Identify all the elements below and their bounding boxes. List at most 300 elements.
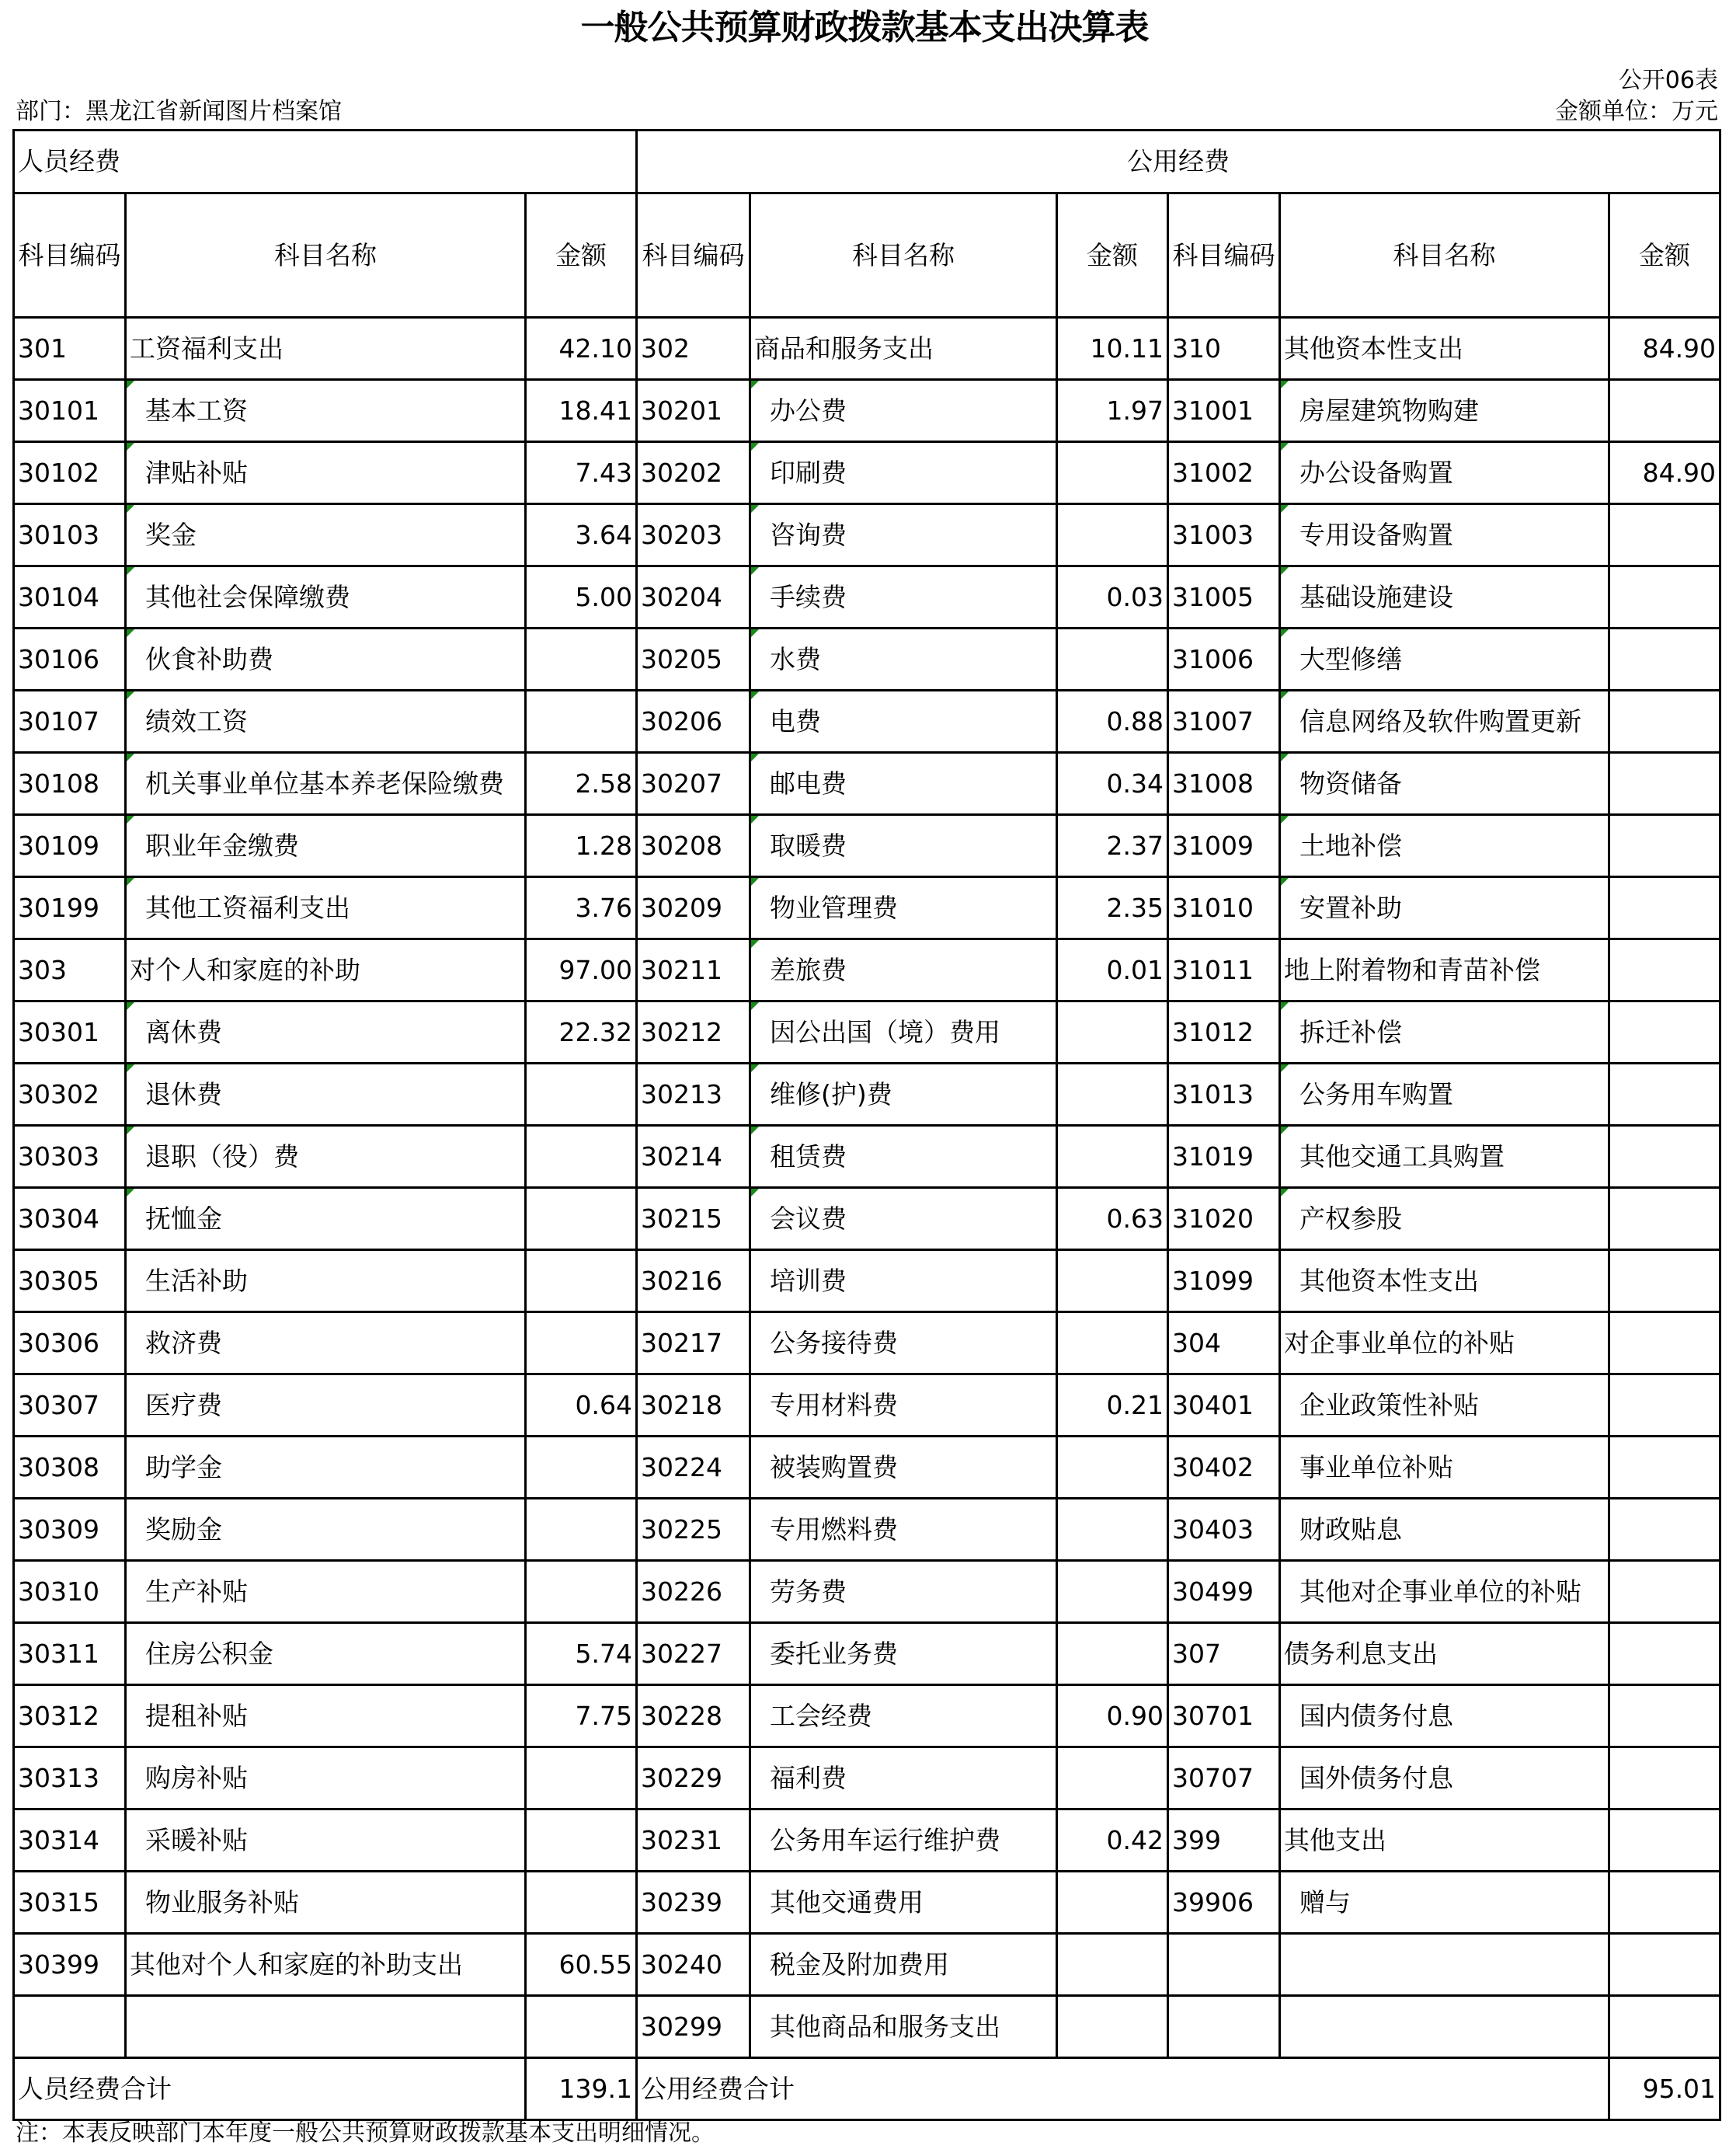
cell-amount: 2.58 — [526, 753, 637, 815]
cell-code — [14, 1996, 126, 2058]
cell-amount — [1609, 1747, 1720, 1809]
cell-code: 30224 — [637, 1437, 750, 1499]
cell-name: 电费 — [750, 691, 1057, 753]
cell-code: 30304 — [14, 1188, 126, 1250]
table-row — [14, 1250, 1720, 1312]
cell-amount — [1609, 1374, 1720, 1437]
cell-code: 30201 — [637, 380, 750, 442]
cell-name — [126, 1996, 526, 2058]
cell-amount — [1057, 1872, 1168, 1934]
cell-code: 30226 — [637, 1561, 750, 1623]
cell-code: 31020 — [1168, 1188, 1280, 1250]
cell-amount — [526, 1126, 637, 1188]
cell-code: 30229 — [637, 1747, 750, 1809]
col-header-code: 科目编码 — [1168, 193, 1280, 318]
cell-code: 30214 — [637, 1126, 750, 1188]
cell-code — [1168, 1996, 1280, 2058]
cell-code: 31013 — [1168, 1064, 1280, 1126]
cell-name: 水费 — [750, 629, 1057, 691]
cell-code: 30199 — [14, 877, 126, 939]
cell-amount: 42.10 — [526, 318, 637, 380]
cell-amount — [526, 691, 637, 753]
cell-amount: 0.01 — [1057, 939, 1168, 1001]
cell-amount: 5.74 — [526, 1623, 637, 1685]
cell-code: 30305 — [14, 1250, 126, 1312]
cell-name — [1280, 1934, 1609, 1996]
cell-name: 基础设施建设 — [1280, 566, 1609, 629]
cell-amount — [1609, 1996, 1720, 2058]
cell-amount — [1057, 1934, 1168, 1996]
cell-name: 手续费 — [750, 566, 1057, 629]
cell-amount — [1609, 1499, 1720, 1561]
table-row — [14, 1374, 1720, 1437]
cell-name: 赠与 — [1280, 1872, 1609, 1934]
cell-code: 310 — [1168, 318, 1280, 380]
table-row — [14, 939, 1720, 1001]
cell-amount — [1609, 629, 1720, 691]
cell-amount — [1057, 1126, 1168, 1188]
form-number: 公开06表 — [1618, 67, 1718, 94]
cell-amount: 0.03 — [1057, 566, 1168, 629]
cell-code: 30108 — [14, 753, 126, 815]
cell-amount — [1609, 1188, 1720, 1250]
cell-amount: 2.35 — [1057, 877, 1168, 939]
column-header-row — [14, 193, 1720, 318]
cell-amount — [1057, 1250, 1168, 1312]
cell-name: 专用材料费 — [750, 1374, 1057, 1437]
cell-code: 30707 — [1168, 1747, 1280, 1809]
cell-amount: 84.90 — [1609, 318, 1720, 380]
cell-code: 30312 — [14, 1685, 126, 1747]
cell-amount — [1609, 1126, 1720, 1188]
cell-name: 税金及附加费用 — [750, 1934, 1057, 1996]
cell-name: 土地补偿 — [1280, 815, 1609, 877]
cell-code: 31010 — [1168, 877, 1280, 939]
table-row — [14, 1001, 1720, 1064]
table-row — [14, 1996, 1720, 2058]
cell-name: 差旅费 — [750, 939, 1057, 1001]
cell-code: 30207 — [637, 753, 750, 815]
cell-code: 307 — [1168, 1623, 1280, 1685]
cell-code: 30228 — [637, 1685, 750, 1747]
cell-amount — [1609, 815, 1720, 877]
cell-name: 安置补助 — [1280, 877, 1609, 939]
cell-code: 30102 — [14, 442, 126, 504]
cell-name: 生活补助 — [126, 1250, 526, 1312]
cell-amount: 5.00 — [526, 566, 637, 629]
table-row — [14, 1747, 1720, 1809]
cell-amount — [526, 1437, 637, 1499]
cell-name: 奖励金 — [126, 1499, 526, 1561]
cell-code: 31019 — [1168, 1126, 1280, 1188]
col-header-amount: 金额 — [1609, 193, 1720, 318]
cell-code: 30202 — [637, 442, 750, 504]
cell-code: 30303 — [14, 1126, 126, 1188]
cell-code: 304 — [1168, 1312, 1280, 1374]
cell-code: 30205 — [637, 629, 750, 691]
cell-code: 31007 — [1168, 691, 1280, 753]
table-row — [14, 1499, 1720, 1561]
cell-name: 住房公积金 — [126, 1623, 526, 1685]
cell-amount — [526, 1499, 637, 1561]
cell-amount — [526, 1996, 637, 2058]
cell-code: 31003 — [1168, 504, 1280, 566]
cell-amount — [1609, 1809, 1720, 1872]
cell-amount: 0.34 — [1057, 753, 1168, 815]
cell-name: 提租补贴 — [126, 1685, 526, 1747]
cell-amount: 1.97 — [1057, 380, 1168, 442]
cell-code: 30104 — [14, 566, 126, 629]
cell-name: 伙食补助费 — [126, 629, 526, 691]
table-row — [14, 380, 1720, 442]
cell-code: 301 — [14, 318, 126, 380]
cell-code: 30231 — [637, 1809, 750, 1872]
cell-code: 31012 — [1168, 1001, 1280, 1064]
cell-name: 培训费 — [750, 1250, 1057, 1312]
cell-code: 30213 — [637, 1064, 750, 1126]
cell-name: 津贴补贴 — [126, 442, 526, 504]
cell-name: 财政贴息 — [1280, 1499, 1609, 1561]
cell-name: 事业单位补贴 — [1280, 1437, 1609, 1499]
cell-name: 工会经费 — [750, 1685, 1057, 1747]
cell-code: 30227 — [637, 1623, 750, 1685]
cell-name: 拆迁补偿 — [1280, 1001, 1609, 1064]
table-row — [14, 877, 1720, 939]
table-row — [14, 1623, 1720, 1685]
cell-amount: 97.00 — [526, 939, 637, 1001]
cell-name: 其他商品和服务支出 — [750, 1996, 1057, 2058]
cell-name: 国外债务付息 — [1280, 1747, 1609, 1809]
cell-amount — [1609, 939, 1720, 1001]
cell-code: 30216 — [637, 1250, 750, 1312]
cell-code: 30109 — [14, 815, 126, 877]
cell-amount: 0.21 — [1057, 1374, 1168, 1437]
cell-amount — [526, 1250, 637, 1312]
cell-amount: 10.11 — [1057, 318, 1168, 380]
cell-code: 30211 — [637, 939, 750, 1001]
cell-code: 31002 — [1168, 442, 1280, 504]
cell-name: 其他支出 — [1280, 1809, 1609, 1872]
cell-amount: 18.41 — [526, 380, 637, 442]
cell-code: 30240 — [637, 1934, 750, 1996]
cell-amount: 0.63 — [1057, 1188, 1168, 1250]
cell-code: 30203 — [637, 504, 750, 566]
cell-name: 对个人和家庭的补助 — [126, 939, 526, 1001]
cell-code: 30311 — [14, 1623, 126, 1685]
cell-name: 对企事业单位的补贴 — [1280, 1312, 1609, 1374]
cell-code: 30215 — [637, 1188, 750, 1250]
cell-amount — [1057, 629, 1168, 691]
cell-amount — [526, 1188, 637, 1250]
cell-amount — [1057, 1996, 1168, 2058]
cell-amount: 3.76 — [526, 877, 637, 939]
cell-name: 福利费 — [750, 1747, 1057, 1809]
cell-amount: 22.32 — [526, 1001, 637, 1064]
cell-name: 其他资本性支出 — [1280, 1250, 1609, 1312]
footnote: 注：本表反映部门本年度一般公共预算财政拨款基本支出明细情况。 — [16, 2119, 715, 2147]
cell-code: 30307 — [14, 1374, 126, 1437]
cell-amount — [1057, 1001, 1168, 1064]
cell-name: 公务用车购置 — [1280, 1064, 1609, 1126]
cell-name: 基本工资 — [126, 380, 526, 442]
cell-code: 31011 — [1168, 939, 1280, 1001]
cell-code: 30499 — [1168, 1561, 1280, 1623]
cell-code: 30403 — [1168, 1499, 1280, 1561]
cell-name: 退职（役）费 — [126, 1126, 526, 1188]
cell-amount: 7.75 — [526, 1685, 637, 1747]
table-row — [14, 1685, 1720, 1747]
cell-code: 30301 — [14, 1001, 126, 1064]
cell-name: 劳务费 — [750, 1561, 1057, 1623]
cell-amount — [1609, 1934, 1720, 1996]
department-label: 部门：黑龙江省新闻图片档案馆 — [16, 98, 342, 125]
cell-amount — [1609, 1250, 1720, 1312]
cell-code: 30309 — [14, 1499, 126, 1561]
cell-name: 物业管理费 — [750, 877, 1057, 939]
cell-name: 咨询费 — [750, 504, 1057, 566]
table-row — [14, 442, 1720, 504]
table-row — [14, 629, 1720, 691]
cell-name: 产权参股 — [1280, 1188, 1609, 1250]
table-row — [14, 1809, 1720, 1872]
cell-name: 公务用车运行维护费 — [750, 1809, 1057, 1872]
cell-name: 地上附着物和青苗补偿 — [1280, 939, 1609, 1001]
cell-name: 大型修缮 — [1280, 629, 1609, 691]
col-header-code: 科目编码 — [637, 193, 750, 318]
cell-amount — [1609, 1623, 1720, 1685]
cell-amount — [1609, 753, 1720, 815]
cell-amount — [1609, 691, 1720, 753]
cell-code: 30310 — [14, 1561, 126, 1623]
cell-code: 30206 — [637, 691, 750, 753]
section-header-row — [14, 131, 1720, 193]
cell-amount: 1.28 — [526, 815, 637, 877]
section-personnel: 人员经费 — [14, 131, 637, 193]
cell-code: 30106 — [14, 629, 126, 691]
table-row — [14, 1312, 1720, 1374]
cell-code: 30399 — [14, 1934, 126, 1996]
cell-amount — [1609, 566, 1720, 629]
cell-code: 399 — [1168, 1809, 1280, 1872]
cell-amount — [1609, 1561, 1720, 1623]
cell-code: 30315 — [14, 1872, 126, 1934]
cell-code: 30308 — [14, 1437, 126, 1499]
cell-code: 30204 — [637, 566, 750, 629]
cell-amount — [1057, 1312, 1168, 1374]
cell-name: 委托业务费 — [750, 1623, 1057, 1685]
amount-unit-label: 金额单位：万元 — [1555, 98, 1718, 125]
totals-row — [14, 2058, 1720, 2120]
cell-amount — [1609, 1685, 1720, 1747]
cell-amount — [1609, 1312, 1720, 1374]
cell-name: 其他交通工具购置 — [1280, 1126, 1609, 1188]
cell-name: 采暖补贴 — [126, 1809, 526, 1872]
cell-name: 工资福利支出 — [126, 318, 526, 380]
cell-code: 30401 — [1168, 1374, 1280, 1437]
cell-code: 31099 — [1168, 1250, 1280, 1312]
cell-name: 国内债务付息 — [1280, 1685, 1609, 1747]
cell-name: 机关事业单位基本养老保险缴费 — [126, 753, 526, 815]
cell-name: 会议费 — [750, 1188, 1057, 1250]
cell-name: 其他社会保障缴费 — [126, 566, 526, 629]
cell-code: 30299 — [637, 1996, 750, 2058]
table-row — [14, 753, 1720, 815]
cell-code: 39906 — [1168, 1872, 1280, 1934]
table-row — [14, 691, 1720, 753]
cell-code: 30314 — [14, 1809, 126, 1872]
cell-name: 邮电费 — [750, 753, 1057, 815]
cell-code: 31009 — [1168, 815, 1280, 877]
cell-code: 31001 — [1168, 380, 1280, 442]
cell-name: 商品和服务支出 — [750, 318, 1057, 380]
cell-code: 31005 — [1168, 566, 1280, 629]
table-row — [14, 318, 1720, 380]
table-row — [14, 504, 1720, 566]
cell-name: 被装购置费 — [750, 1437, 1057, 1499]
cell-code: 30239 — [637, 1872, 750, 1934]
cell-amount: 84.90 — [1609, 442, 1720, 504]
cell-amount — [1057, 1623, 1168, 1685]
cell-name: 职业年金缴费 — [126, 815, 526, 877]
cell-code: 303 — [14, 939, 126, 1001]
cell-amount: 0.88 — [1057, 691, 1168, 753]
table-row — [14, 1934, 1720, 1996]
cell-code: 30208 — [637, 815, 750, 877]
cell-name: 印刷费 — [750, 442, 1057, 504]
cell-amount: 0.90 — [1057, 1685, 1168, 1747]
cell-name: 企业政策性补贴 — [1280, 1374, 1609, 1437]
cell-code: 31006 — [1168, 629, 1280, 691]
cell-amount — [526, 1312, 637, 1374]
table-row — [14, 1126, 1720, 1188]
cell-name: 奖金 — [126, 504, 526, 566]
table-row — [14, 1437, 1720, 1499]
cell-code: 30101 — [14, 380, 126, 442]
cell-name: 房屋建筑物购建 — [1280, 380, 1609, 442]
table-row — [14, 1561, 1720, 1623]
cell-amount — [526, 1747, 637, 1809]
cell-code: 30107 — [14, 691, 126, 753]
cell-amount — [1057, 504, 1168, 566]
cell-code: 30225 — [637, 1499, 750, 1561]
cell-amount: 0.64 — [526, 1374, 637, 1437]
cell-name: 绩效工资 — [126, 691, 526, 753]
personnel-total-amount: 139.1 — [526, 2058, 637, 2120]
cell-name: 抚恤金 — [126, 1188, 526, 1250]
cell-name: 退休费 — [126, 1064, 526, 1126]
col-header-code: 科目编码 — [14, 193, 126, 318]
table-row — [14, 1188, 1720, 1250]
cell-amount — [1609, 1872, 1720, 1934]
cell-name: 专用设备购置 — [1280, 504, 1609, 566]
cell-name: 因公出国（境）费用 — [750, 1001, 1057, 1064]
cell-amount — [1609, 380, 1720, 442]
col-header-name: 科目名称 — [750, 193, 1057, 318]
cell-amount: 7.43 — [526, 442, 637, 504]
col-header-amount: 金额 — [1057, 193, 1168, 318]
cell-name: 离休费 — [126, 1001, 526, 1064]
cell-code: 30306 — [14, 1312, 126, 1374]
personnel-total-label: 人员经费合计 — [14, 2058, 526, 2120]
cell-name: 其他对个人和家庭的补助支出 — [126, 1934, 526, 1996]
cell-name: 信息网络及软件购置更新 — [1280, 691, 1609, 753]
cell-code: 30212 — [637, 1001, 750, 1064]
cell-amount — [526, 1872, 637, 1934]
col-header-amount: 金额 — [526, 193, 637, 318]
cell-amount — [1609, 1001, 1720, 1064]
cell-amount — [526, 629, 637, 691]
section-public: 公用经费 — [637, 131, 1720, 193]
col-header-name: 科目名称 — [126, 193, 526, 318]
cell-amount — [1609, 1437, 1720, 1499]
table-row — [14, 566, 1720, 629]
cell-name: 维修(护)费 — [750, 1064, 1057, 1126]
cell-code — [1168, 1934, 1280, 1996]
cell-name: 办公费 — [750, 380, 1057, 442]
cell-amount — [526, 1064, 637, 1126]
col-header-name: 科目名称 — [1280, 193, 1609, 318]
cell-amount — [526, 1561, 637, 1623]
cell-amount — [1609, 877, 1720, 939]
cell-amount — [1609, 504, 1720, 566]
cell-amount — [1609, 1064, 1720, 1126]
cell-name: 租赁费 — [750, 1126, 1057, 1188]
cell-amount: 0.42 — [1057, 1809, 1168, 1872]
public-total-label: 公用经费合计 — [637, 2058, 1609, 2120]
cell-code: 30402 — [1168, 1437, 1280, 1499]
cell-code: 30209 — [637, 877, 750, 939]
table-row — [14, 1872, 1720, 1934]
cell-code: 30217 — [637, 1312, 750, 1374]
page-title: 一般公共预算财政拨款基本支出决算表 — [580, 8, 1149, 47]
cell-name: 生产补贴 — [126, 1561, 526, 1623]
cell-amount — [1057, 1064, 1168, 1126]
cell-amount — [1057, 442, 1168, 504]
expenditure-table — [12, 129, 1721, 2121]
cell-amount — [1057, 1499, 1168, 1561]
cell-name: 取暖费 — [750, 815, 1057, 877]
cell-amount: 2.37 — [1057, 815, 1168, 877]
cell-name: 其他工资福利支出 — [126, 877, 526, 939]
cell-code: 30302 — [14, 1064, 126, 1126]
cell-code: 31008 — [1168, 753, 1280, 815]
cell-code: 30313 — [14, 1747, 126, 1809]
cell-name: 办公设备购置 — [1280, 442, 1609, 504]
cell-amount: 60.55 — [526, 1934, 637, 1996]
cell-name: 其他交通费用 — [750, 1872, 1057, 1934]
cell-name: 救济费 — [126, 1312, 526, 1374]
cell-amount — [1057, 1561, 1168, 1623]
cell-code: 30701 — [1168, 1685, 1280, 1747]
cell-name: 债务利息支出 — [1280, 1623, 1609, 1685]
cell-name: 购房补贴 — [126, 1747, 526, 1809]
cell-amount — [1057, 1437, 1168, 1499]
cell-amount — [1057, 1747, 1168, 1809]
cell-name: 公务接待费 — [750, 1312, 1057, 1374]
table-row — [14, 1064, 1720, 1126]
cell-name: 专用燃料费 — [750, 1499, 1057, 1561]
cell-name — [1280, 1996, 1609, 2058]
cell-code: 30218 — [637, 1374, 750, 1437]
cell-amount — [526, 1809, 637, 1872]
cell-amount: 3.64 — [526, 504, 637, 566]
table-row — [14, 815, 1720, 877]
cell-name: 其他对企事业单位的补贴 — [1280, 1561, 1609, 1623]
cell-name: 医疗费 — [126, 1374, 526, 1437]
cell-code: 30103 — [14, 504, 126, 566]
cell-name: 其他资本性支出 — [1280, 318, 1609, 380]
cell-name: 物业服务补贴 — [126, 1872, 526, 1934]
